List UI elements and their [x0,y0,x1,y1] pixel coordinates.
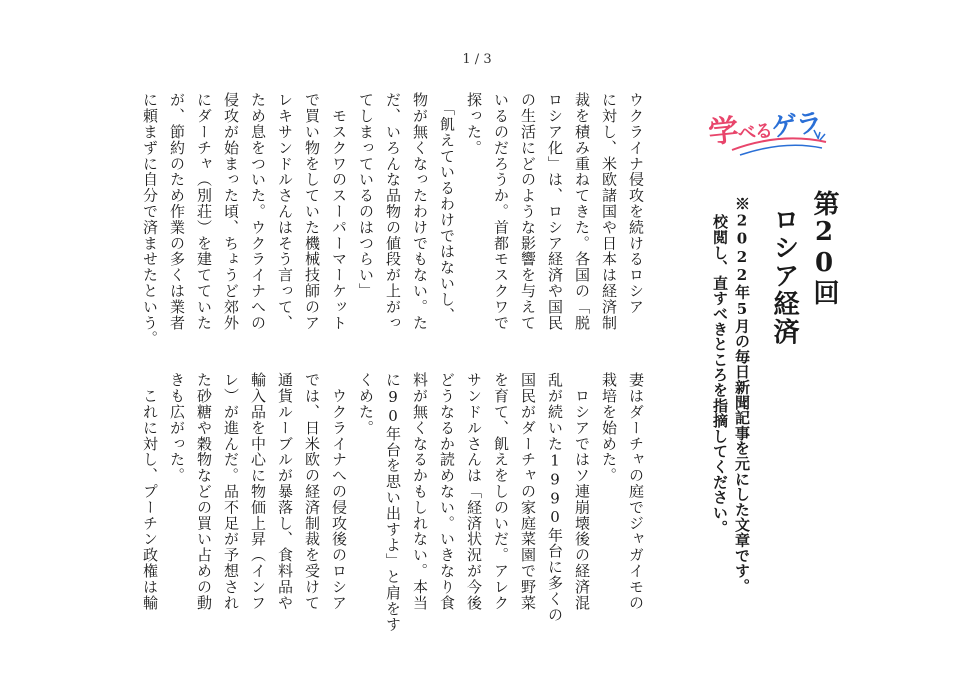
text-column: てしまっているのはつらい」 [357,92,375,299]
text-column: 栽培を始めた。 [600,372,618,484]
logo-text-3: ゲラ [769,108,823,144]
text-column: では、日米欧の経済制裁を受けて [303,372,321,611]
note-line-1: ※2022年5月の毎日新聞記事を元にした文章です。 [733,196,751,594]
text-column: いるのだろうか。首都モスクワで [492,92,510,331]
text-column: 「飢えているわけではないし、 [438,92,456,323]
text-column: 料が無くなるかもしれない。本当 [411,372,429,611]
text-column: ため息をついた。ウクライナへの [249,92,267,331]
text-column: 物が無くなったわけでもない。た [411,92,429,331]
text-column: に頼まずに自分で済ませたという。 [141,92,159,347]
text-column: で買い物をしていた機械技師のア [303,92,321,331]
text-column: 輸入品を中心に物価上昇（インフ [249,372,267,611]
text-column: ロシアではソ連崩壊後の経済混 [573,372,591,611]
text-column: だ、いろんな品物の値段が上がっ [384,92,402,331]
text-column: に90年台を思い出すよ」と肩をす [384,372,402,633]
text-column: 妻はダーチャの庭でジャガイモの [627,372,645,611]
page-number: 1 / 3 [462,52,492,67]
text-column: ウクライナ侵攻を続けるロシア [627,92,645,315]
text-column: どうなるか読めない。いきなり食 [438,372,456,611]
text-column: 侵攻が始まった頃、ちょうど郊外 [222,92,240,331]
text-column: 通貨ルーブルが暴落し、食料品や [276,372,294,611]
text-column: にダーチャ（別荘）を建てていた [195,92,213,331]
text-column: サンドルさんは「経済状況が今後 [465,372,483,611]
text-column: レキサンドルさんはそう言って、 [276,92,294,331]
text-column: ウクライナへの侵攻後のロシア [330,372,348,611]
text-column: モスクワのスーパーマーケット [330,92,348,331]
text-column: に対し、米欧諸国や日本は経済制 [600,92,618,331]
text-column: が、節約のため作業の多くは業者 [168,92,186,331]
text-column: ロシア化」は、ロシア経済や国民 [546,92,564,331]
text-column: 裁を積み重ねてきた。各国の「脱 [573,92,591,331]
text-column: 国民がダーチャの家庭菜園で野菜 [519,372,537,611]
article-number: 第20回 [809,190,839,306]
text-column: た砂糖や穀物などの買い占めの動 [195,372,213,611]
article-title: ロシア経済 [769,206,799,346]
text-column: レ）が進んだ。品不足が予想され [222,372,240,611]
text-column: 乱が続いた1990年台に多くの [546,372,564,623]
note-line-2: 校閲し、直すべきところを指摘してください。 [711,214,729,536]
text-column: の生活にどのような影響を与えて [519,92,537,331]
text-column: くめた。 [357,372,375,436]
manabu-gera-logo [690,92,840,162]
text-column: きも広がった。 [168,372,186,484]
text-column: 探った。 [465,92,483,156]
logo-text-2: べる [736,120,773,145]
text-column: これに対し、プーチン政権は輸 [141,372,159,611]
text-column: を育て、飢えをしのいだ。アレク [492,372,510,611]
logo-text-1: 学 [706,112,740,151]
